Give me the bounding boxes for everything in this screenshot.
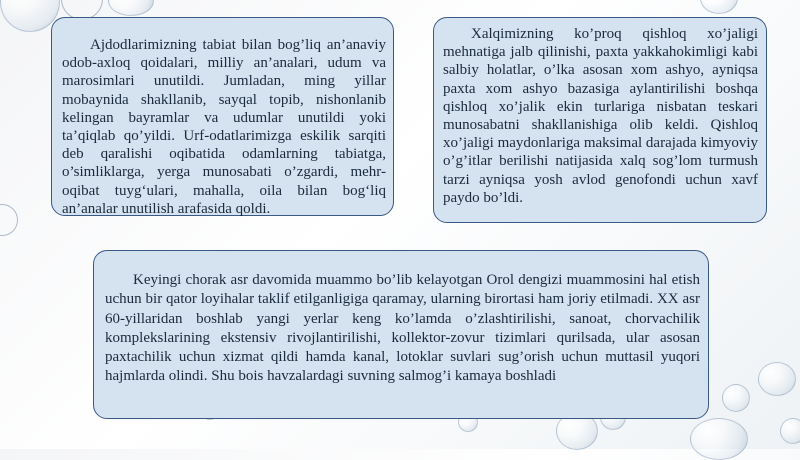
water-bubble-decoration [690, 418, 748, 460]
text-panel-aral-sea [93, 250, 709, 419]
water-bubble-decoration [758, 362, 796, 396]
paragraph-aral-sea: Keyingi chorak asr davomida muammo bo’lib kelayotgan Orol dengizi muammosini hal etish uchun bir qator loyihalar taklif etilganligiga qaramay, ularning birortasi ham joriy etilmadi. XX asr 60-yillaridan boshlab yangi yerlar keng ko’lamda o’zlashtirilishi, sanoat, chorvachilik komplekslarining ekstensiv rivojlantirilishi, kollektor-zovur tizimlari qurilsada, ular asosan paxtachilik uchun xizmat qildi hamda kanal, lotoklar suvlari sug’orish uchun muttasil yuqori hajmlarda olindi. Shu bois havzalardagi suvning salmog’i kamaya boshladi [105, 272, 700, 385]
text-panel-traditions [51, 17, 394, 216]
paragraph-traditions: Ajdodlarimizning tabiat bilan bog’liq an’anaviy odob-axloq qoidalari, milliy an’analari, udum va marosimlari unutildi. Jumladan, ming yillar mobaynida shakllanib, sayqal topib, nishonlanib kelingan bayramlar va udumlar unutildi yoki ta’qiqlab qo’yildi. Urf-odatlarimizga eskilik sarqiti deb qaralishi oqibatida odamlarning tabiatga, o’simliklarga, yerga munosabati o’zgardi, mehr-oqibat tuyg‘ulari, mahalla, oila bilan bog‘liq an’analar unutilish arafasida qoldi. [62, 37, 386, 217]
water-bubble-decoration [0, 204, 18, 236]
text-panel-agriculture [433, 17, 767, 223]
water-bubble-decoration [780, 418, 800, 444]
water-bubble-decoration [108, 0, 154, 16]
water-bubble-decoration [700, 0, 738, 14]
paragraph-agriculture: Xalqimizning ko’proq qishloq xo’jaligi mehnatiga jalb qilinishi, paxta yakkahokimligi kabi salbiy holatlar, o’lka asosan xom ashyo, ayniqsa paxta xom ashyo bazasiga aylantirilishi boshqa qishloq xo’jalik ekin turlariga nisbatan teskari munosabatni shakllanishiga olib keldi. Qishloq xo’jaligi maydonlariga maksimal darajada kimyoviy o’g’itlar berilishi natijasida xalq sog’lom turmush tarzi ayniqsa yosh avlod genofondi uchun xavf paydo bo’ldi. [443, 26, 758, 206]
water-bubble-decoration [722, 384, 750, 412]
